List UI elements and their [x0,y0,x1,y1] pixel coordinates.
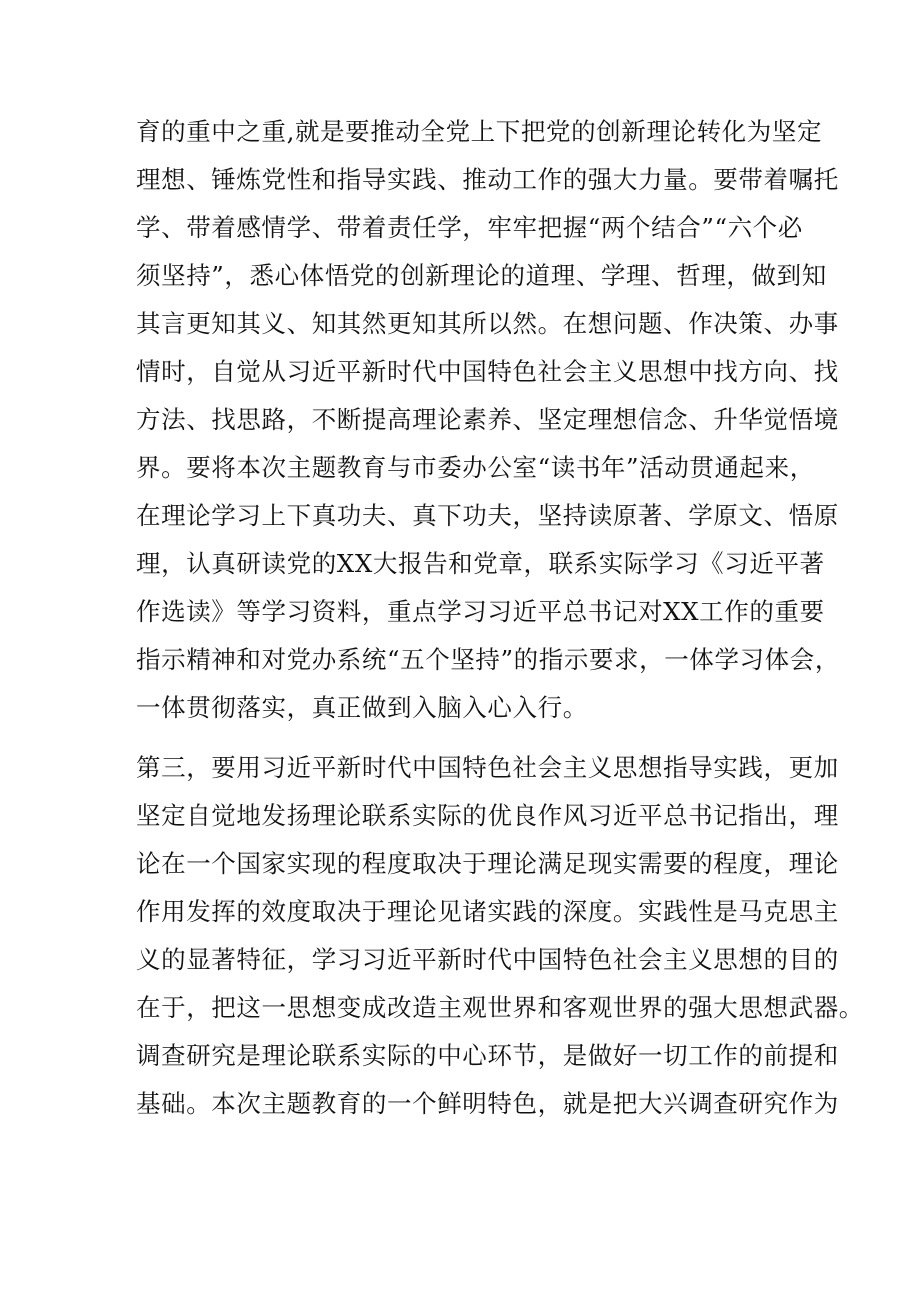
text-line: 方法、找思路，不断提高理论素养、坚定理想信念、升华觉悟境 [136,405,839,434]
text-line: 学、带着感情学、带着责任学，牢牢把握“两个结合”“六个必 [136,213,803,242]
text-line: 一体贯彻落实，真正做到入脑入心入行。 [136,693,588,722]
text-line: 须坚持”，悉心体悟党的创新理论的道理、学理、哲理，做到知 [136,261,827,290]
text-line: 调查研究是理论联系实际的中心环节，是做好一切工作的前提和 [136,1041,839,1070]
text-line: 指示精神和对党办系统“五个坚持”的指示要求，一体学习体会， [136,645,840,674]
text-line: 坚定自觉地发扬理论联系实际的优良作风习近平总书记指出，理 [136,801,839,830]
text-line: 在理论学习上下真功夫、真下功夫，坚持读原著、学原文、悟原 [136,501,839,530]
text-line: 基础。本次主题教育的一个鲜明特色，就是把大兴调查研究作为 [136,1089,839,1118]
text-line: 在于，把这一思想变成改造主观世界和客观世界的强大思想武器。 [136,993,864,1022]
text-line: 第三，要用习近平新时代中国特色社会主义思想指导实践，更加 [136,753,839,782]
text-line: 作选读》等学习资料，重点学习习近平总书记对XX工作的重要 [136,597,825,626]
text-line: 义的显著特征，学习习近平新时代中国特色社会主义思想的目的 [136,945,839,974]
text-line: 育的重中之重,就是要推动全党上下把党的创新理论转化为坚定 [136,117,823,146]
text-line: 论在一个国家实现的程度取决于理论满足现实需要的程度，理论 [136,849,839,878]
text-line: 理想、锤炼党性和指导实践、推动工作的强大力量。要带着嘱托 [136,165,839,194]
text-line: 情时，自觉从习近平新时代中国特色社会主义思想中找方向、找 [136,357,839,386]
text-line: 作用发挥的效度取决于理论见诸实践的深度。实践性是马克思主 [136,897,839,926]
text-line: 理，认真研读党的XX大报告和党章，联系实际学习《习近平著 [136,549,825,578]
text-line: 界。要将本次主题教育与市委办公室“读书年”活动贯通起来， [136,453,815,482]
text-line: 其言更知其义、知其然更知其所以然。在想问题、作决策、办事 [136,309,839,338]
